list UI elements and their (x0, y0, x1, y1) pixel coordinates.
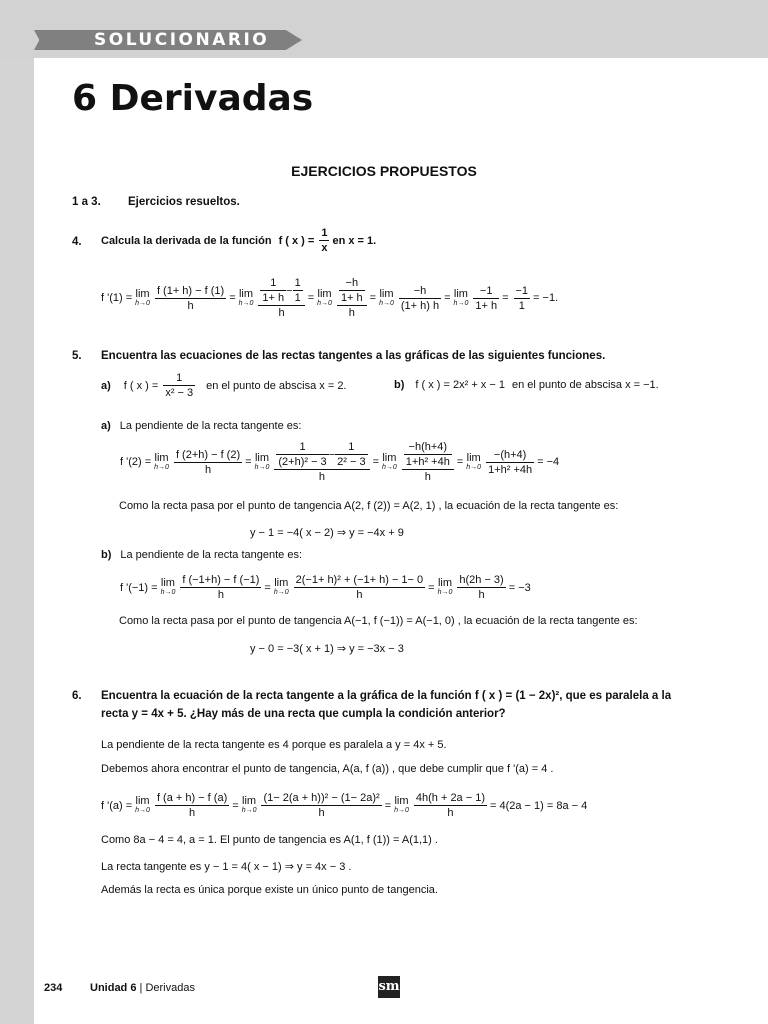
exercise-5b-equation: y − 0 = −3( x + 1) ⇒ y = −3x − 3 (250, 643, 404, 655)
fraction: $\frac{1}{\text{x² − 3}}$ (165, 372, 194, 399)
footer-topic: Derivadas (145, 982, 195, 994)
exercise-6-step2: Debemos ahora encontrar el punto de tangencia, A(a, f (a)) , que debe cumplir que f '(a) = 4 . (101, 763, 554, 775)
limit: lim h→0 (135, 287, 150, 307)
page-number: 234 (44, 982, 63, 994)
limit: lim h→0 (379, 287, 394, 307)
fraction-numerator: 1 (321, 227, 328, 239)
exercise-4-solution: f '(1) = lim h→0 $\frac{f (1+ h) - f (1)}{h}$ = lim h→0 $\frac{1}{1+ h}$ − $\frac{1}{1}$ h = lim h→0 $\frac{\frac{-h}{1+ h}}{h}$ = lim h→0 $\frac{-h}{(1+ h) h}$ = lim h→0 $\frac{-1}{1+ h}$ = $\frac{-1}{1}$ = −1. (101, 277, 559, 319)
fraction: $\frac{-1}{1+ h}$ (475, 284, 498, 312)
exercise-6-number: 6. (72, 690, 82, 702)
limit: lim h→0 (453, 287, 469, 307)
fraction: $\frac{1}{1+ h}$ − $\frac{1}{1}$ h (258, 276, 304, 320)
exercise-4-lhs: f ( x ) = (278, 234, 315, 247)
exercise-4-after: en x = 1. (332, 234, 377, 247)
exercise-6-step5: Además la recta es única porque existe un único punto de tangencia. (101, 884, 438, 896)
exercise-5b-line: Como la recta pasa por el punto de tangencia A(−1, f (−1)) = A(−1, 0) , la ecuación de la recta tangente es: (119, 615, 638, 627)
exercise-5a-line: Como la recta pasa por el punto de tangencia A(2, f (2)) = A(2, 1) , la ecuación de la recta tangente es: (119, 500, 619, 512)
exercise-6-step1: La pendiente de la recta tangente es 4 porque es paralela a y = 4x + 5. (101, 739, 447, 751)
page-title: 6 Derivadas (72, 78, 314, 119)
exercise-5b-solution: f '(−1) = lim h→0 $\frac{f (-1+h) - f (-1)}{h}$ = lim h→0 $\frac{\text{2(−1+ h)² + (−1+ h) − 1− 0}}{h}$ = lim h→0 $\frac{h(2h - 3)}{h}$ = −3 (120, 574, 531, 601)
exercise-6-text-line2: recta y = 4x + 5. ¿Hay más de una recta que cumpla la condición anterior? (101, 708, 506, 720)
exercise-5a-intro: a) La pendiente de la recta tangente es: (101, 420, 302, 432)
exercise-4-number: 4. (72, 236, 82, 248)
exercise-5a-statement: a) f ( x ) = $\frac{1}{\text{x² − 3}}$ en el punto de abscisa x = 2. (101, 372, 347, 399)
publisher-logo-icon: sm (378, 976, 400, 998)
exercise-4-fraction (319, 226, 329, 255)
exercise-5b-statement: b) f ( x ) = 2x² + x − 1 en el punto de abscisa x = −1. (394, 379, 659, 391)
fraction: $\frac{-1}{1}$ (515, 284, 529, 312)
exercise-4-text: Calcula la derivada de la función (101, 234, 272, 247)
header-title: SOLUCIONARIO (94, 30, 270, 50)
limit: lim h→0 (317, 287, 332, 307)
exercise-6-text-line1: Encuentra la ecuación de la recta tangente a la gráfica de la función f ( x ) = (1 − 2x)², que es paralela a la (101, 690, 672, 702)
exercise-6-step3: Como 8a − 4 = 4, a = 1. El punto de tangencia es A(1, f (1)) = A(1,1) . (101, 834, 438, 846)
section-title: EJERCICIOS PROPUESTOS (291, 163, 477, 179)
fraction: $\frac{-h}{(1+ h) h}$ (400, 284, 440, 312)
fraction: $\frac{f (1+ h) - f (1)}{h}$ (156, 284, 225, 312)
exercise-5-text: Encuentra las ecuaciones de las rectas tangentes a las gráficas de las siguientes funciones. (101, 350, 606, 362)
footer-unit-label: Unidad 6 (90, 982, 137, 994)
footer-separator: | (139, 982, 143, 994)
fraction-denominator: x (321, 242, 328, 254)
limit: lim h→0 (238, 287, 254, 307)
solution-lhs: f '(1) = (101, 292, 133, 304)
footer-unit (90, 982, 195, 994)
exercise-5a-solution: f '(2) = lim h→0 $\frac{f (2+h) - f (2)}{h}$ = lim h→0 $\frac{1}{\text{(2+h)² − 3}}$ − $\frac{1}{\text{2² − 3}}$ h = lim h→0 $\frac{\frac{-h(h+4)}{\text{1+h² +4h}}}{h}$ = lim h→0 $\frac{-(h+4)}{\text{1+h² +4h}}$ = −4 (120, 441, 560, 483)
exercise-6-solution: f '(a) = lim h→0 $\frac{f (a + h) - f (a)}{h}$ = lim h→0 $\frac{\text{(1− 2(a + h))² − (1− 2a)²}}{h}$ = lim h→0 $\frac{4h(h + 2a - 1)}{h}$ = 4(2a − 1) = 8a − 4 (101, 792, 588, 819)
exercise-5b-intro: b) La pendiente de la recta tangente es: (101, 549, 303, 561)
exercise-5-number: 5. (72, 350, 82, 362)
exercise-4-statement (101, 226, 379, 255)
exercise-5a-equation: y − 1 = −4( x − 2) ⇒ y = −4x + 9 (250, 527, 404, 539)
exercise-6-step4: La recta tangente es y − 1 = 4( x − 1) ⇒ y = 4x − 3 . (101, 861, 352, 873)
fraction: $\frac{\frac{-h}{1+ h}}{h}$ (337, 276, 367, 320)
exercise-4-result: = −1. (533, 292, 559, 304)
exercise-1-number: 1 a 3. (72, 196, 101, 208)
exercise-1-text: Ejercicios resueltos. (128, 196, 240, 208)
